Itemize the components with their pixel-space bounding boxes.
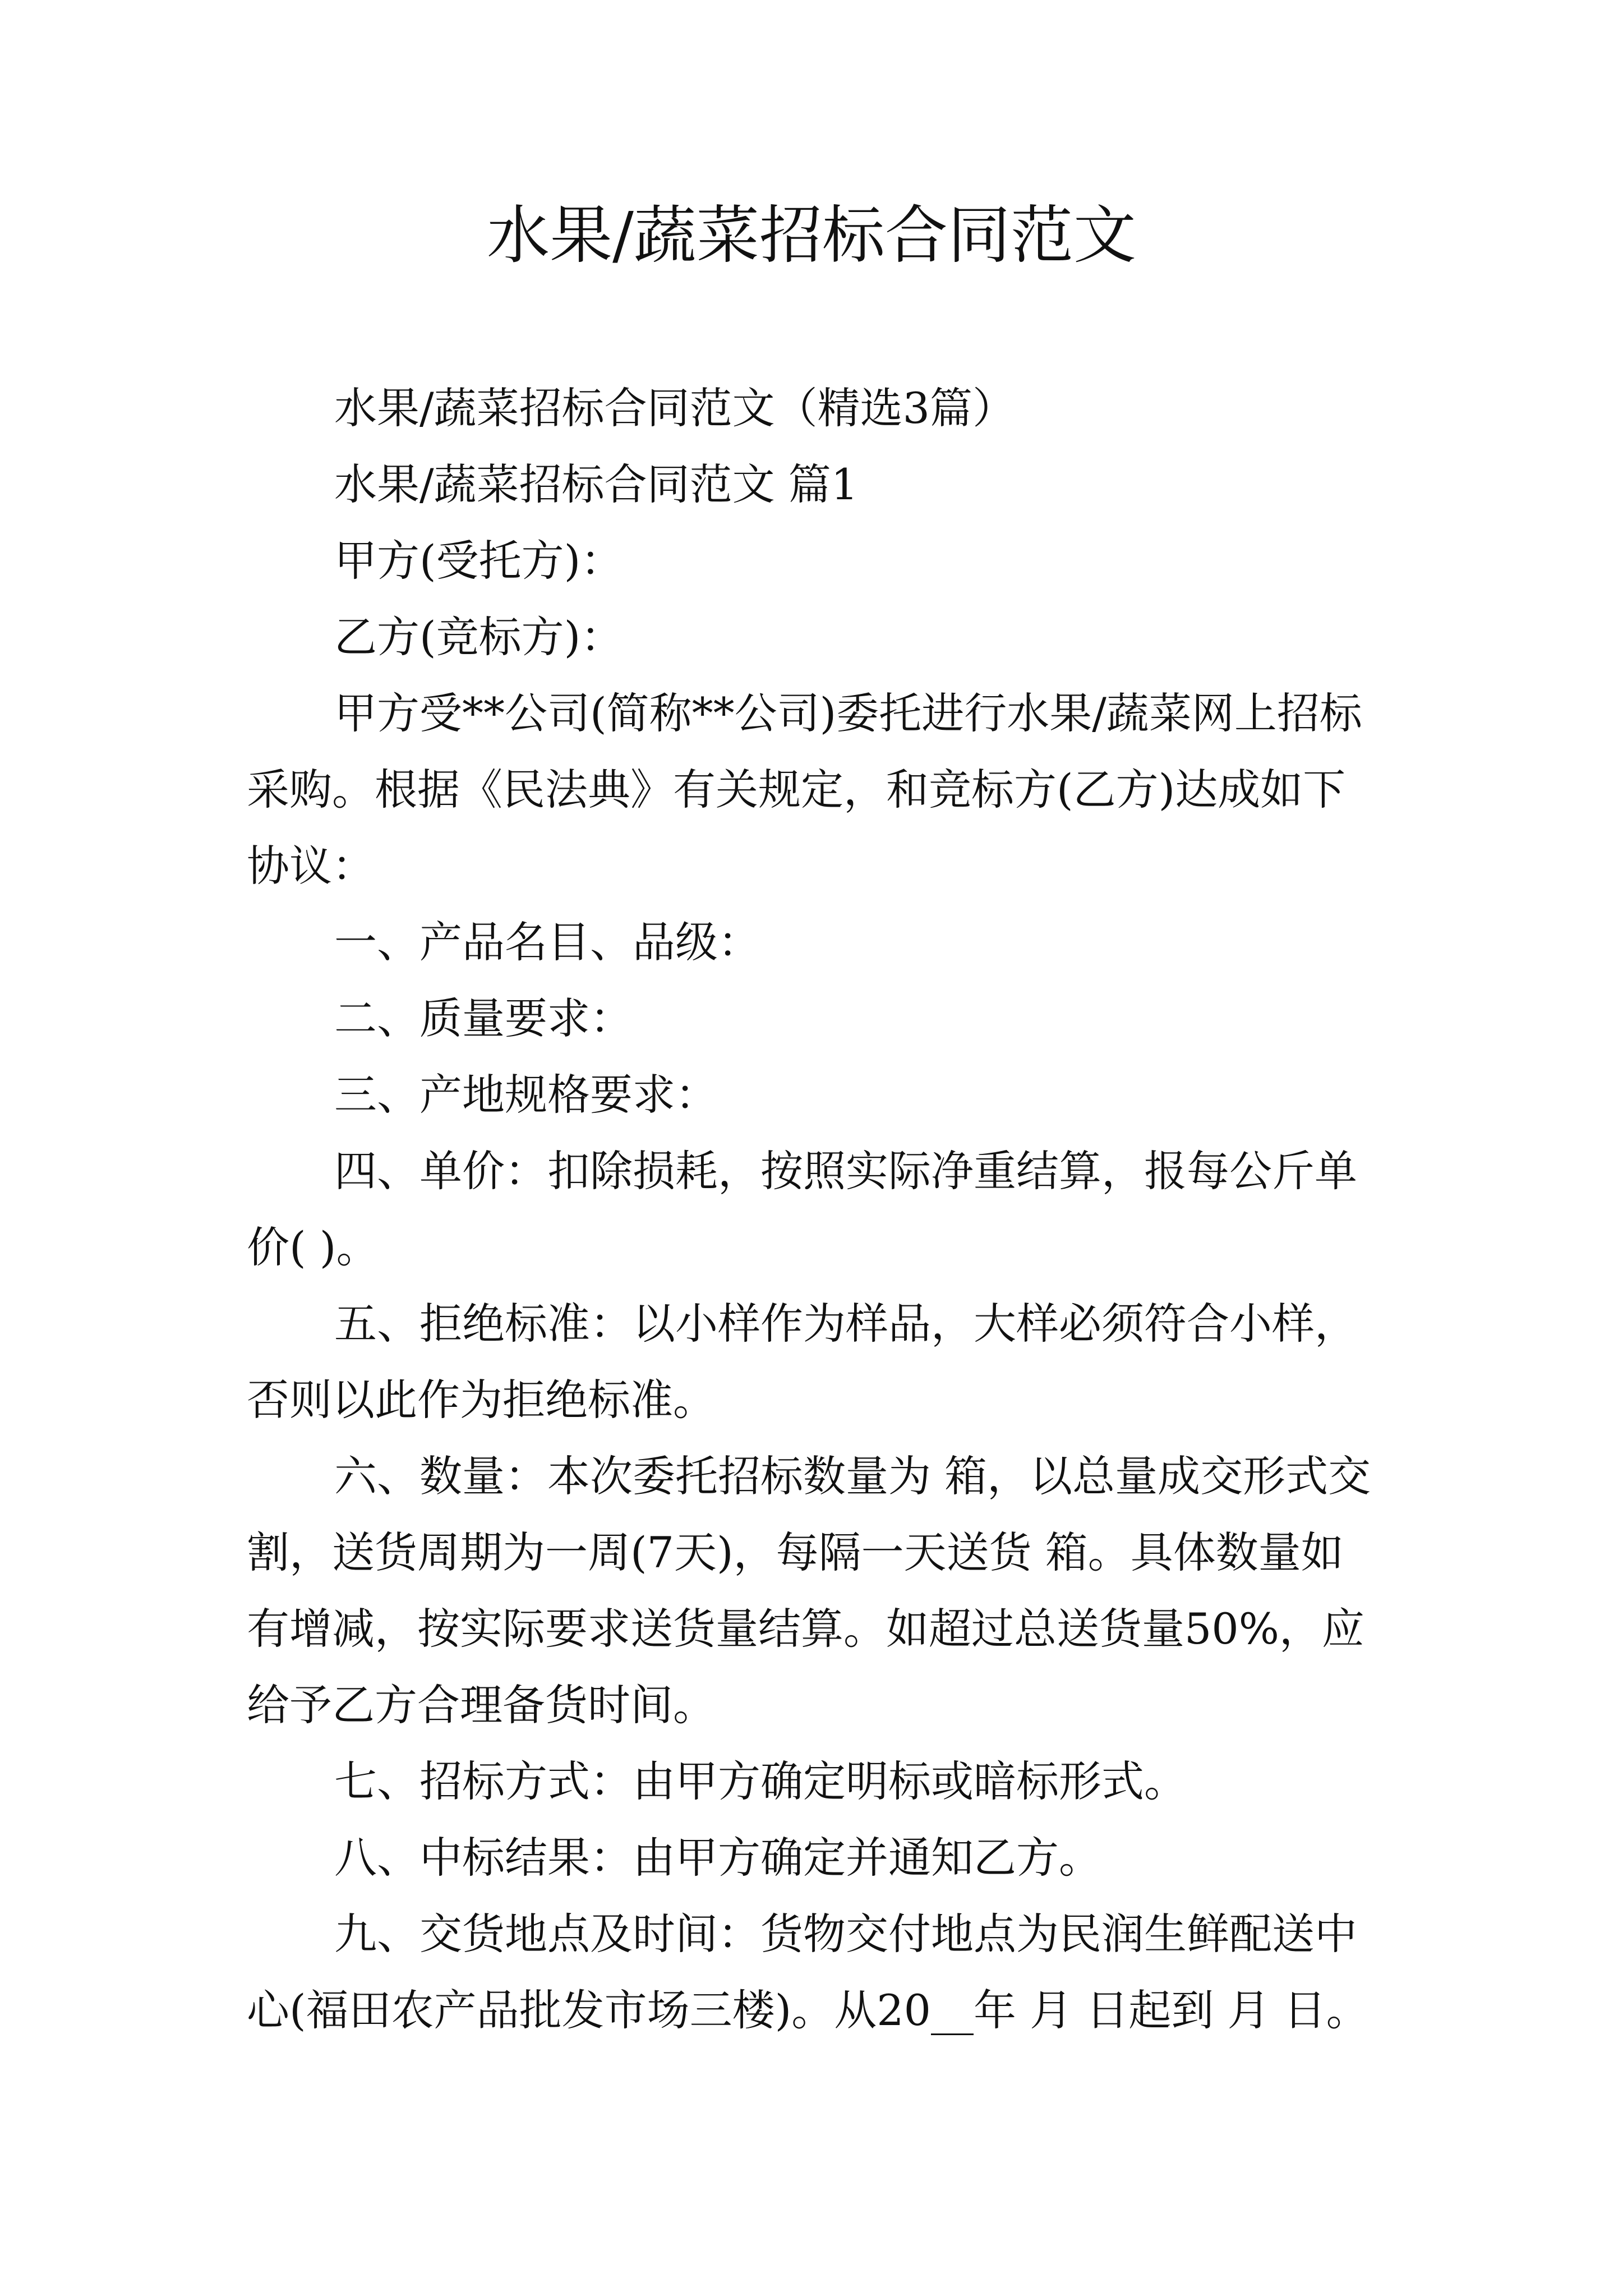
paragraph-clause-5: 五、拒绝标准：以小样作为样品，大样必须符合小样，否则以此作为拒绝标准。 — [247, 1299, 1357, 1425]
paragraph-clause-6: 六、数量：本次委托招标数量为 箱，以总量成交形式交割，送货周期为一周(7天)，每隔一天送货 箱。具体数量如有增减，按实际要求送货量结算。如超过总送货量50%，应给予乙方合理备货时间。 — [247, 1451, 1371, 1730]
paragraph-clause-9: 九、交货地点及时间：货物交付地点为民润生鲜配送中心(福田农产品批发市场三楼)。从20__年 月 日起到 月 日。 — [247, 1909, 1369, 2035]
document-body — [247, 370, 1380, 2049]
paragraph-party-b: 乙方(竞标方)： — [334, 612, 624, 662]
paragraph-subtitle: 水果/蔬菜招标合同范文（精选3篇） — [334, 383, 1015, 433]
paragraph-intro: 甲方受**公司(简称**公司)委托进行水果/蔬菜网上招标采购。根据《民法典》有关规定，和竞标方(乙方)达成如下协议： — [247, 688, 1362, 891]
paragraph-party-a: 甲方(受托方)： — [334, 536, 624, 586]
paragraph-section-heading: 水果/蔬菜招标合同范文 篇1 — [334, 459, 859, 509]
paragraph-clause-1: 一、产品名目、品级： — [334, 917, 760, 967]
paragraph-clause-8: 八、中标结果：由甲方确定并通知乙方。 — [334, 1833, 1101, 1883]
paragraph-clause-2: 二、质量要求： — [334, 993, 633, 1043]
paragraph-clause-7: 七、招标方式：由甲方确定明标或暗标形式。 — [334, 1756, 1187, 1806]
paragraph-clause-4: 四、单价：扣除损耗，按照实际净重结算，报每公斤单价( )。 — [247, 1146, 1357, 1272]
paragraph-clause-3: 三、产地规格要求： — [334, 1070, 718, 1120]
document-title: 水果/蔬菜招标合同范文 — [487, 199, 1136, 272]
